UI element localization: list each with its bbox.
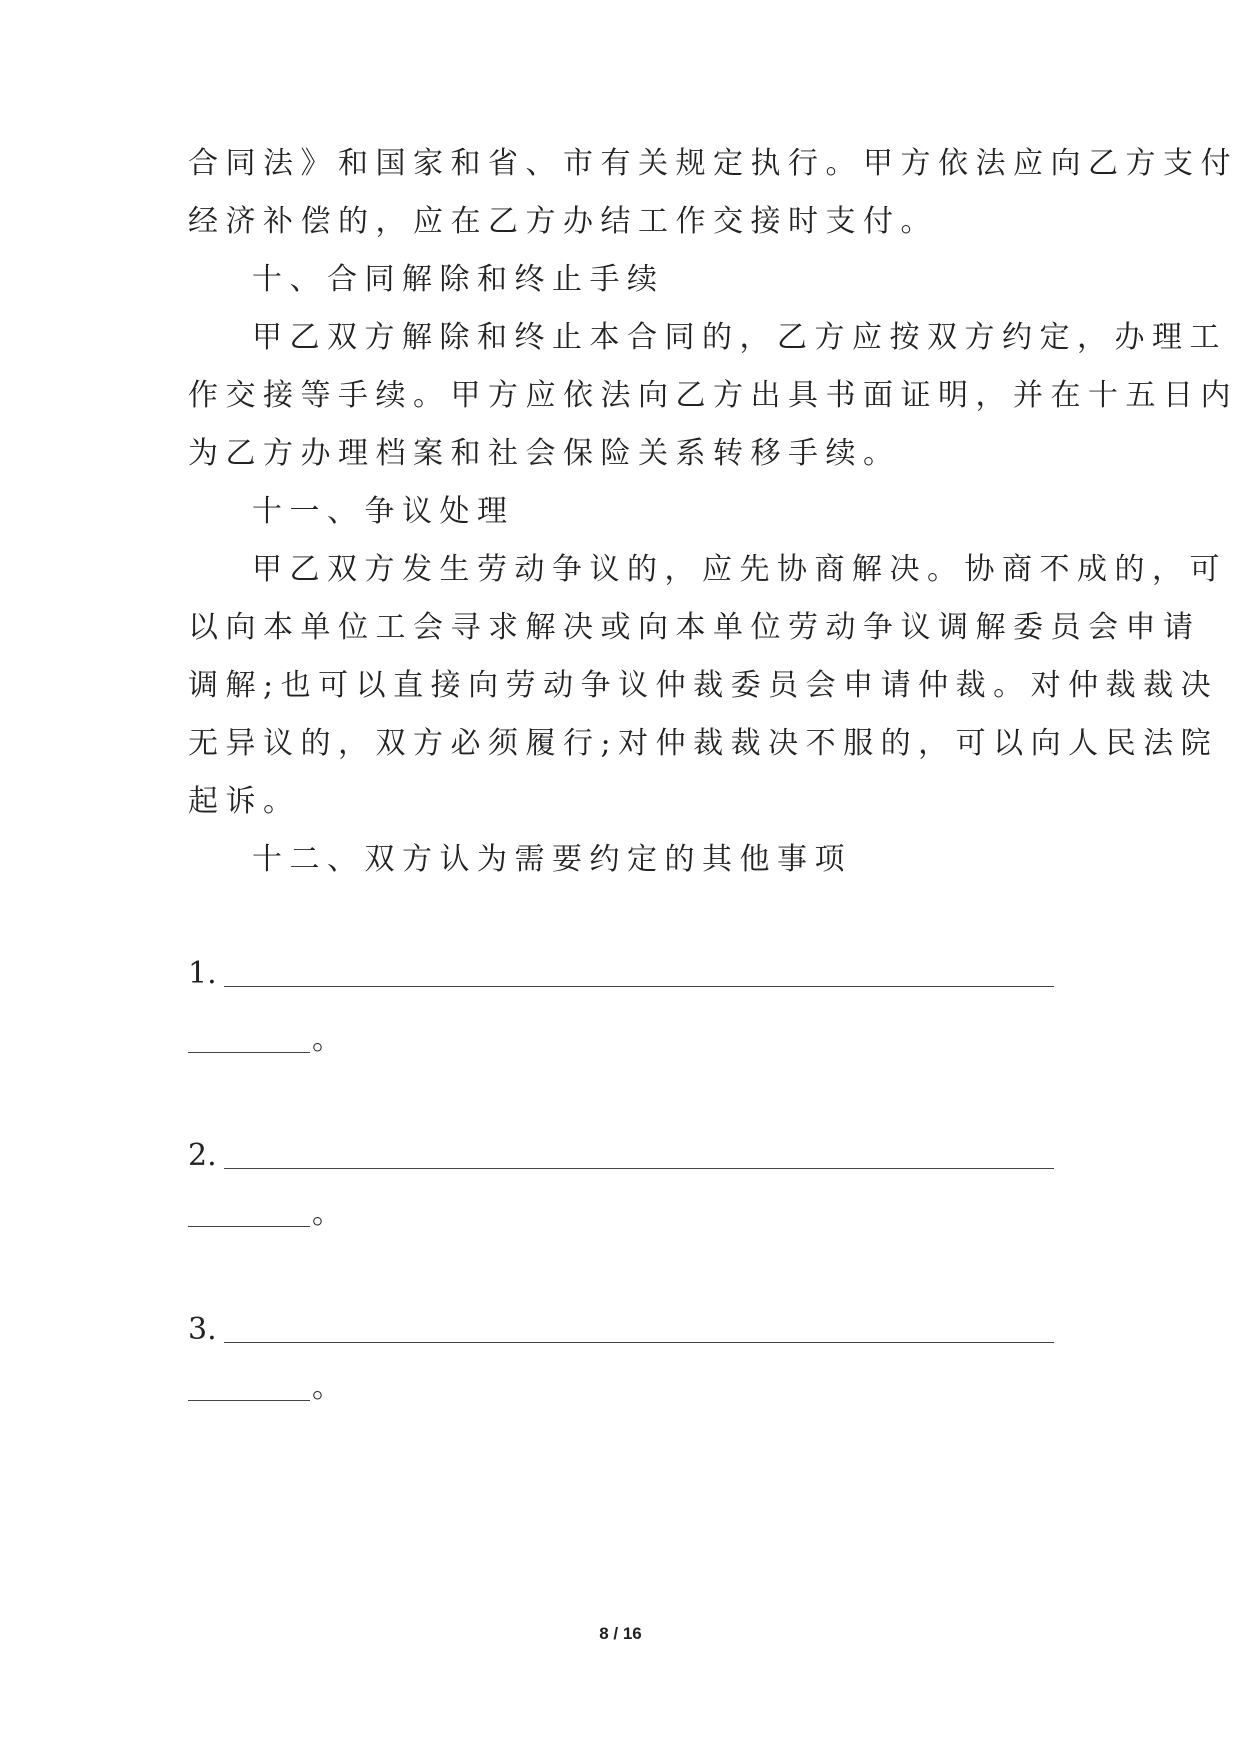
section-heading: 十、合同解除和终止手续 [252, 262, 665, 297]
section-heading: 十一、争议处理 [252, 494, 515, 529]
paragraph-line: 调解;也可以直接向劳动争议仲裁委员会申请仲裁。对仲裁裁决 [188, 668, 1219, 703]
paragraph-line: 甲乙双方解除和终止本合同的，乙方应按双方约定，办理工 [252, 320, 1227, 355]
section-heading: 十二、双方认为需要约定的其他事项 [252, 842, 852, 877]
paragraph-line: 为乙方办理档案和社会保险关系转移手续。 [188, 436, 901, 471]
period-mark: 。 [312, 1022, 342, 1057]
paragraph-line: 作交接等手续。甲方应依法向乙方出具书面证明，并在十五日内 [188, 378, 1238, 413]
blank-item-3 [188, 1310, 1054, 1350]
blank-item-1 [188, 954, 1054, 994]
blank-item-number: 3. [188, 1312, 217, 1347]
fill-in-line [224, 986, 1054, 987]
blank-item-3-continuation [188, 1368, 388, 1408]
fill-in-line [188, 1052, 310, 1053]
blank-item-2 [188, 1136, 1054, 1176]
period-mark: 。 [312, 1196, 342, 1231]
period-mark: 。 [312, 1370, 342, 1405]
paragraph-line: 经济补偿的，应在乙方办结工作交接时支付。 [188, 204, 938, 239]
blank-item-2-continuation [188, 1194, 388, 1234]
fill-in-line [224, 1342, 1054, 1343]
fill-in-line [188, 1226, 310, 1227]
paragraph-line: 以向本单位工会寻求解决或向本单位劳动争议调解委员会申请 [188, 610, 1201, 645]
blank-item-number: 1. [188, 956, 217, 991]
page-number: 8 / 16 [599, 1624, 642, 1643]
paragraph-line: 无异议的，双方必须履行;对仲裁裁决不服的，可以向人民法院 [188, 726, 1219, 761]
fill-in-line [224, 1168, 1054, 1169]
blank-item-number: 2. [188, 1138, 217, 1173]
paragraph-line: 甲乙双方发生劳动争议的，应先协商解决。协商不成的，可 [252, 552, 1227, 587]
blank-item-1-continuation [188, 1020, 388, 1060]
paragraph-line: 起诉。 [188, 784, 301, 819]
paragraph-line: 合同法》和国家和省、市有关规定执行。甲方依法应向乙方支付 [188, 146, 1238, 181]
fill-in-line [188, 1400, 310, 1401]
